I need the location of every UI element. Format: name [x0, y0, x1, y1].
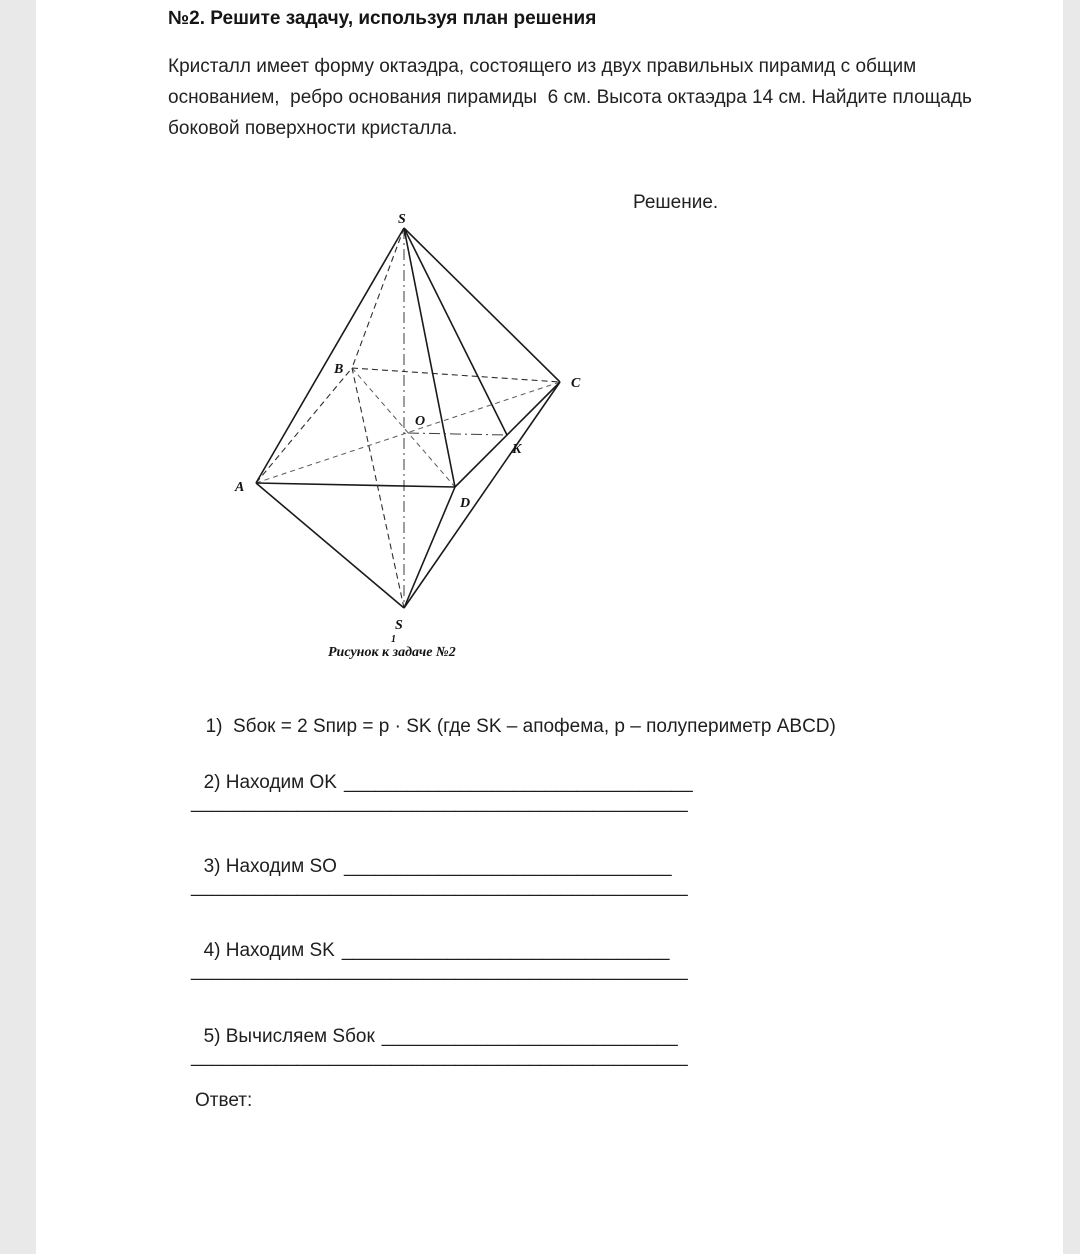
plan-step-2 — [193, 750, 693, 794]
solution-heading: Решение. — [633, 192, 719, 213]
vertex-label-S-top: S — [398, 212, 406, 227]
vertex-label-B: B — [334, 362, 344, 377]
vertex-label-O: O — [415, 414, 426, 429]
octahedron-figure — [215, 195, 615, 645]
step-3-label: 3) Находим SO — [203, 856, 337, 877]
step-4-blank-line: _______________________________ — [341, 940, 670, 961]
octahedron-drawing — [215, 195, 615, 645]
figure-caption: Рисунок к задаче №2 — [328, 645, 456, 660]
task-title: №2. Решите задачу, используя план решения — [168, 8, 597, 29]
edge-S1A — [256, 483, 404, 608]
answer-label: Ответ: — [195, 1090, 253, 1111]
step-3-blank-line: _______________________________ — [343, 856, 672, 877]
vertex-label-S-bottom: S — [395, 618, 403, 633]
plan-step-4 — [193, 918, 669, 962]
edge-S1C — [404, 382, 560, 608]
edge-AD — [256, 483, 455, 487]
segment-OK — [408, 433, 507, 435]
plan-step-1 — [195, 694, 836, 738]
right-margin-strip — [1063, 0, 1080, 1254]
plan-step-5 — [193, 1004, 678, 1048]
step-2-continuation-line: _______________________________________________ — [191, 792, 688, 813]
vertex-label-A: A — [235, 480, 245, 495]
vertex-label-S-bottom-index: 1 — [391, 634, 396, 645]
edge-AB — [256, 368, 352, 483]
problem-text: Кристалл имеет форму октаэдра, состоящего из двух правильных пирамид с общим основанием, ребро основания пирамиды 6 см. Высота октаэдра 14 см. Найдите площадь боковой поверхности кристалла. — [168, 56, 978, 139]
edge-SB — [352, 228, 404, 368]
plan-step-3 — [193, 834, 672, 878]
edge-SD — [404, 228, 455, 487]
apothem-SK — [404, 228, 507, 435]
left-margin-strip — [0, 0, 36, 1254]
step-4-label: 4) Находим SK — [203, 940, 335, 961]
vertex-label-K: K — [512, 442, 522, 457]
edge-SA — [256, 228, 404, 483]
step-5-continuation-line: _______________________________________________ — [191, 1046, 688, 1067]
step-2-label: 2) Находим OK — [203, 772, 337, 793]
step-5-blank-line: ____________________________ — [381, 1026, 678, 1047]
step-3-continuation-line: _______________________________________________ — [191, 876, 688, 897]
step-1-formula: 1) Sбок = 2 Sпир = p · SK (где SK – апофема, p – полупериметр ABCD) — [205, 716, 836, 737]
step-2-blank-line: _________________________________ — [343, 772, 693, 793]
step-4-continuation-line: _______________________________________________ — [191, 960, 688, 981]
edge-DC — [455, 382, 560, 487]
step-5-label: 5) Вычисляем Sбок — [203, 1026, 375, 1047]
edge-S1B — [352, 368, 404, 608]
edge-S1D — [404, 487, 455, 608]
edge-SC — [404, 228, 560, 382]
edge-BC — [352, 368, 560, 382]
vertex-label-C: C — [571, 376, 581, 391]
vertex-label-D: D — [460, 496, 471, 511]
